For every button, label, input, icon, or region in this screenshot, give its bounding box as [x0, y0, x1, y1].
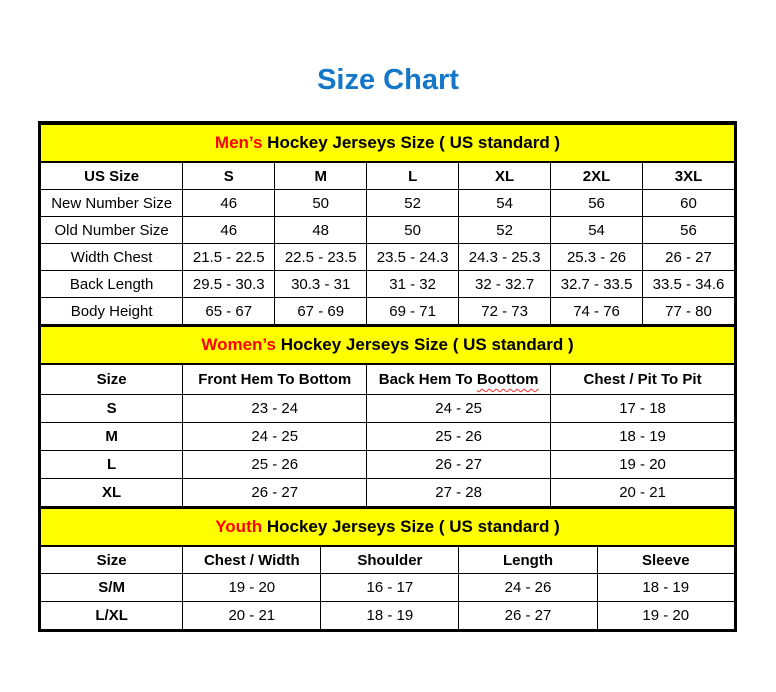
table-cell: 67 - 69	[275, 298, 367, 325]
row-label: New Number Size	[41, 190, 183, 217]
womens-section-header	[41, 326, 735, 364]
womens-column-header-row	[41, 364, 735, 395]
table-row	[41, 298, 735, 325]
table-cell: 16 - 17	[321, 574, 459, 602]
table-cell: 65 - 67	[183, 298, 275, 325]
table-cell: 30.3 - 31	[275, 271, 367, 298]
row-label: L	[41, 451, 183, 479]
youth-size-table	[40, 507, 735, 630]
table-cell: 25 - 26	[367, 423, 551, 451]
table-cell: 26 - 27	[643, 244, 735, 271]
table-cell: 20 - 21	[551, 479, 735, 507]
table-cell: 69 - 71	[367, 298, 459, 325]
table-cell: 54	[459, 190, 551, 217]
mens-section-title-rest: Hockey Jerseys Size ( US standard )	[262, 133, 561, 152]
table-cell: 25 - 26	[183, 451, 367, 479]
mens-accent-label: Men’s	[214, 133, 263, 152]
row-label: S/M	[41, 574, 183, 602]
table-cell: 22.5 - 23.5	[275, 244, 367, 271]
table-cell: 27 - 28	[367, 479, 551, 507]
table-row	[41, 190, 735, 217]
table-cell: 17 - 18	[551, 395, 735, 423]
youth-section-header-row	[41, 508, 735, 546]
table-cell: 52	[459, 217, 551, 244]
table-cell: 18 - 19	[597, 574, 734, 602]
table-cell: 24 - 25	[183, 423, 367, 451]
table-cell: 26 - 27	[459, 602, 597, 630]
table-cell: 26 - 27	[367, 451, 551, 479]
table-cell: 56	[643, 217, 735, 244]
back-hem-label-prefix: Back Hem To	[378, 371, 477, 388]
row-label: M	[41, 423, 183, 451]
youth-column-header-row	[41, 546, 735, 574]
mens-column-header-row	[41, 162, 735, 190]
table-row	[41, 602, 735, 630]
table-cell: 54	[551, 217, 643, 244]
womens-section-header-row	[41, 326, 735, 364]
column-header-size: Size	[41, 364, 183, 395]
column-header-us-size: US Size	[41, 162, 183, 190]
womens-accent-label: Women’s	[201, 335, 276, 354]
table-cell: 18 - 19	[321, 602, 459, 630]
table-cell: 23.5 - 24.3	[367, 244, 459, 271]
table-cell: 24 - 26	[459, 574, 597, 602]
table-row	[41, 271, 735, 298]
table-cell: 19 - 20	[183, 574, 321, 602]
table-cell: 31 - 32	[367, 271, 459, 298]
column-header-3xl: 3XL	[643, 162, 735, 190]
table-cell: 32.7 - 33.5	[551, 271, 643, 298]
column-header-size: Size	[41, 546, 183, 574]
table-row	[41, 451, 735, 479]
youth-section-header	[41, 508, 735, 546]
table-cell: 29.5 - 30.3	[183, 271, 275, 298]
table-cell: 52	[367, 190, 459, 217]
size-chart-tables	[38, 121, 737, 632]
column-header-chest-pit: Chest / Pit To Pit	[551, 364, 735, 395]
column-header-xl: XL	[459, 162, 551, 190]
column-header-2xl: 2XL	[551, 162, 643, 190]
table-cell: 48	[275, 217, 367, 244]
column-header-l: L	[367, 162, 459, 190]
table-cell: 46	[183, 217, 275, 244]
misspelled-word-spellcheck: Boottom	[476, 371, 539, 388]
table-cell: 20 - 21	[183, 602, 321, 630]
row-label: L/XL	[41, 602, 183, 630]
table-cell: 26 - 27	[183, 479, 367, 507]
table-cell: 32 - 32.7	[459, 271, 551, 298]
table-row	[41, 479, 735, 507]
table-row	[41, 574, 735, 602]
row-label: Old Number Size	[41, 217, 183, 244]
column-header-front-hem: Front Hem To Bottom	[183, 364, 367, 395]
youth-section-title-rest: Hockey Jerseys Size ( US standard )	[262, 517, 560, 536]
table-cell: 60	[643, 190, 735, 217]
row-label: XL	[41, 479, 183, 507]
row-label: S	[41, 395, 183, 423]
page-title: Size Chart	[317, 64, 459, 96]
column-header-chest-width: Chest / Width	[183, 546, 321, 574]
table-cell: 18 - 19	[551, 423, 735, 451]
table-cell: 50	[275, 190, 367, 217]
table-cell: 24.3 - 25.3	[459, 244, 551, 271]
mens-section-header	[41, 124, 735, 162]
mens-section-header-row	[41, 124, 735, 162]
row-label: Body Height	[41, 298, 183, 325]
table-row	[41, 423, 735, 451]
column-header-s: S	[183, 162, 275, 190]
table-cell: 19 - 20	[597, 602, 734, 630]
column-header-m: M	[275, 162, 367, 190]
table-row	[41, 395, 735, 423]
womens-size-table	[40, 325, 735, 507]
column-header-shoulder: Shoulder	[321, 546, 459, 574]
table-cell: 56	[551, 190, 643, 217]
table-cell: 24 - 25	[367, 395, 551, 423]
table-cell: 46	[183, 190, 275, 217]
table-cell: 21.5 - 22.5	[183, 244, 275, 271]
row-label: Width Chest	[41, 244, 183, 271]
column-header-sleeve: Sleeve	[597, 546, 734, 574]
mens-size-table	[40, 123, 735, 325]
table-cell: 50	[367, 217, 459, 244]
table-cell: 19 - 20	[551, 451, 735, 479]
table-cell: 77 - 80	[643, 298, 735, 325]
table-cell: 33.5 - 34.6	[643, 271, 735, 298]
table-cell: 23 - 24	[183, 395, 367, 423]
table-cell: 25.3 - 26	[551, 244, 643, 271]
table-cell: 72 - 73	[459, 298, 551, 325]
column-header-back-hem	[367, 364, 551, 395]
table-row	[41, 217, 735, 244]
table-cell: 74 - 76	[551, 298, 643, 325]
youth-accent-label: Youth	[215, 517, 263, 536]
womens-section-title-rest: Hockey Jerseys Size ( US standard )	[275, 335, 574, 354]
column-header-length: Length	[459, 546, 597, 574]
table-row	[41, 244, 735, 271]
row-label: Back Length	[41, 271, 183, 298]
